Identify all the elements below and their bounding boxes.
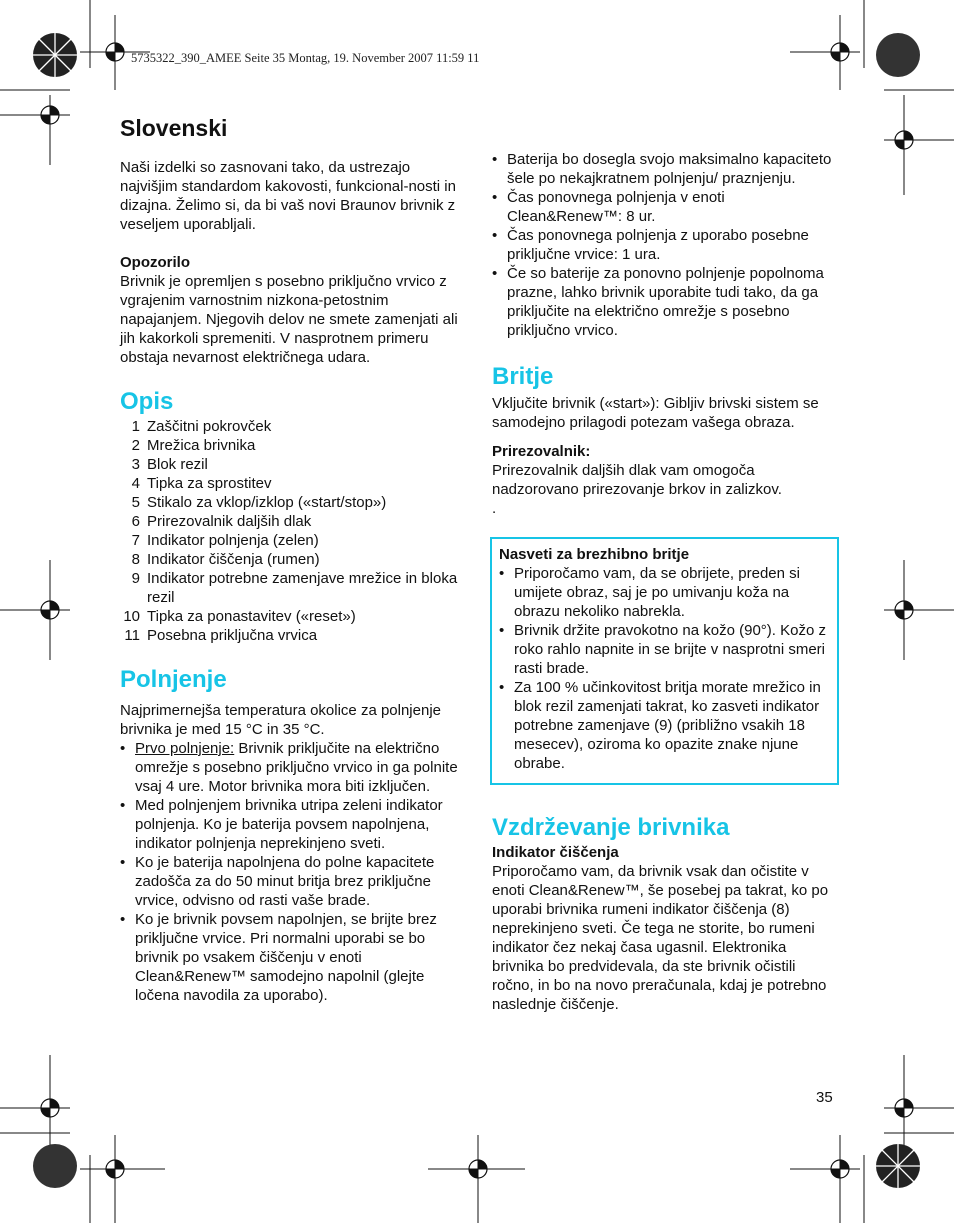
section-heading-vzdrzevanje: Vzdrževanje brivnika [492,814,730,841]
list-item: • Če so baterije za ponovno polnjenje popolnoma prazne, lahko brivnik uporabite tudi tako, da ga priključite na električno omrežje s posebno priključno vrvico. [492,264,837,340]
tips-title: Nasveti za brezhibno britje [499,546,690,563]
left-column [120,115,465,1005]
list-item: • Brivnik držite pravokotno na kožo (90°). Kožo z roko rahlo napnite in se brijte v nasprotni smeri rasti brade. [499,621,830,678]
print-slug-header: 5735322_390_AMEE Seite 35 Montag, 19. November 2007 11:59 11 [131,51,480,65]
list-item: • Ko je baterija napolnjena do polne kapacitete zadošča za do 50 minut britja brez priključne vrvice, odvisno od rasti vaše brade. [120,853,465,910]
parts-list [120,417,465,645]
warning-title: Opozorilo [120,254,190,271]
list-item: • Baterija bo dosegla svojo maksimalno kapaciteto šele po nekajkratnem polnjenju/ praznjenju. [492,150,837,188]
list-item: 4 Tipka za sprostitev [131,475,272,492]
warning-text: Brivnik je opremljen s posebno priključno vrvico z vgrajenim varnostnim nizkona-petostnim napajanjem. Njegovih delov ne smete zamenjati ali jih kakorkoli spremeniti. V nasprotnem primeru obstaja nevarnost električnega udara. [120,273,458,366]
intro-paragraph: Naši izdelki so zasnovani tako, da ustrezajo najvišjim standardom kakovosti, funkcional-nosti in dizajna. Želimo si, da bi vaš novi Braunov brivnik z veseljem uporabljali. [120,159,456,233]
list-item: • Ko je brivnik povsem napolnjen, se brijte brez priključne vrvice. Pri normalni uporabi se bo brivnik po vsakem čiščenju v enoti Clean&Renew™ samodejno napolnil (glejte ločena navodila za uporabo). [120,910,465,1005]
list-item: 1 Zaščitni pokrovček [131,418,272,435]
list-item: 2 Mrežica brivnika [131,437,256,454]
list-item: • Prvo polnjenje: Brivnik priključite na električno omrežje s posebno priključno vrvico in ga polnite vsaj 4 ure. Motor brivnika mora biti izključen. [120,739,465,796]
charging-list-continued [492,150,837,340]
list-item: 9 Indikator potrebne zamenjave mrežice in bloka rezil [131,570,458,606]
cleaning-text: Priporočamo vam, da brivnik vsak dan očistite v enoti Clean&Renew™, še posebej pa takrat, ko po uporabi brivnika rumeni indikator čiščenja (8) neprekinjeno sveti. Če tega ne storite, bo rumeni indikator čez nekaj časa ugasnil. Elektronika brivnika bo predvidevala, da ste brivnik očistili ročno, in bo na novo preračunala, kdaj je potrebno naslednje čiščenje. [492,863,829,1013]
section-heading-britje: Britje [492,363,554,390]
trimmer-text: Prirezovalnik daljših dlak vam omogoča nadzorovano prirezovanje brkov in zalizkov. [492,462,782,498]
tips-list [499,564,830,773]
list-item: • Med polnjenjem brivnika utripa zeleni indikator polnjenja. Ko je baterija povsem napolnjena, indikator polnjenja neprekinjeno sveti. [120,796,465,853]
page-number: 35 [816,1089,833,1106]
language-title: Slovenski [120,115,228,141]
list-item: • Priporočamo vam, da se obrijete, preden si umijete obraz, saj je po umivanju koža na obrazu nekoliko nabrekla. [499,564,830,621]
shaving-text: Vključite brivnik («start»): Gibljiv brivski sistem se samodejno prilagodi potezam vašega obraza. [492,395,819,431]
trimmer-title: Prirezovalnik: [492,443,591,460]
list-item: 5 Stikalo za vklop/izklop («start/stop») [131,494,387,511]
tips-box [490,537,839,785]
charging-intro: Najprimernejša temperatura okolice za polnjenje brivnika je med 15 °C in 35 °C. [120,702,441,738]
trimmer-dot: . [492,500,497,517]
list-item: 7 Indikator polnjenja (zelen) [131,532,319,549]
list-item: 8 Indikator čiščenja (rumen) [131,551,320,568]
list-item: 3 Blok rezil [131,456,208,473]
cleaning-indicator-title: Indikator čiščenja [492,844,619,861]
list-item: • Čas ponovnega polnjenja z uporabo posebne priključne vrvice: 1 ura. [492,226,837,264]
list-item: • Čas ponovnega polnjenja v enoti Clean&Renew™: 8 ur. [492,188,837,226]
list-item: 10 Tipka za ponastavitev («reset») [123,608,356,625]
section-heading-polnjenje: Polnjenje [120,666,227,693]
list-item: 11 Posebna priključna vrvica [124,627,318,644]
charging-list [120,739,465,1005]
list-item: 6 Prirezovalnik daljših dlak [131,513,312,530]
right-column [492,150,837,1014]
section-heading-opis: Opis [120,388,174,415]
list-item: • Za 100 % učinkovitost britja morate mrežico in blok rezil zamenjati takrat, ko zasveti indikator potrebne zamenjave (9) (približno vsakih 18 mesecev), oziroma ko opazite znake njune obrabe. [499,678,830,773]
